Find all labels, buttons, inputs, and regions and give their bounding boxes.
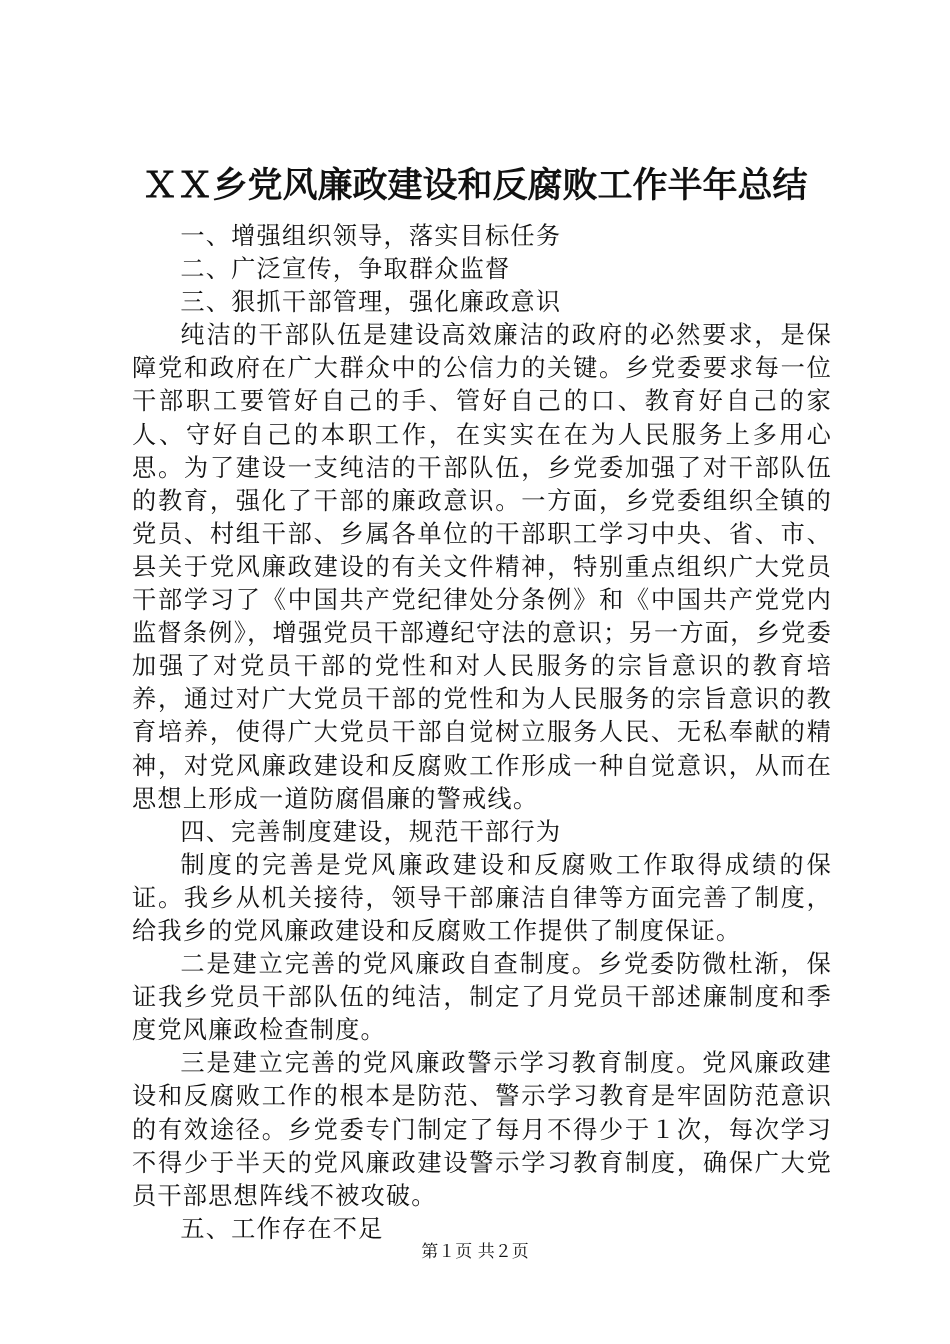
section-heading-2: 二、广泛宣传，争取群众监督 — [180, 255, 511, 284]
body-paragraph: 二是建立完善的党风廉政自查制度。乡党委防微杜渐，保证我乡党员干部队伍的纯洁，制定了月党员干部述廉制度和季度党风廉政检查制度。 — [132, 950, 832, 1045]
section-heading-5: 五、工作存在不足 — [180, 1214, 384, 1243]
section-heading-3: 三、狠抓干部管理，强化廉政意识 — [180, 288, 562, 317]
page-number: 第１页 共２页 — [421, 1242, 529, 1262]
body-paragraph: 制度的完善是党风廉政建设和反腐败工作取得成绩的保证。我乡从机关接待，领导干部廉洁自律等方面完善了制度，给我乡的党风廉政建设和反腐败工作提供了制度保证。 — [132, 850, 832, 945]
document-title: ＸＸ乡党风廉政建设和反腐败工作半年总结 — [142, 165, 808, 206]
body-paragraph: 三是建立完善的党风廉政警示学习教育制度。党风廉政建设和反腐败工作的根本是防范、警示学习教育是牢固防范意识的有效途径。乡党委专门制定了每月不得少于１次，每次学习不得少于半天的党风廉政建设警示学习教育制度，确保广大党员干部思想阵线不被攻破。 — [132, 1049, 832, 1210]
document-body — [132, 220, 832, 1246]
body-paragraph: 纯洁的干部队伍是建设高效廉洁的政府的必然要求，是保障党和政府在广大群众中的公信力的关键。乡党委要求每一位干部职工要管好自己的手、管好自己的口、教育好自己的家人、守好自己的本职工作，在实实在在为人民服务上多用心思。为了建设一支纯洁的干部队伍，乡党委加强了对干部队伍的教育，强化了干部的廉政意识。一方面，乡党委组织全镇的党员、村组干部、乡属各单位的干部职工学习中央、省、市、县关于党风廉政建设的有关文件精神，特别重点组织广大党员干部学习了《中国共产党纪律处分条例》和《中国共产党党内监督条例》，增强党员干部遵纪守法的意识；另一方面，乡党委加强了对党员干部的党性和对人民服务的宗旨意识的教育培养，通过对广大党员干部的党性和为人民服务的宗旨意识的教育培养，使得广大党员干部自觉树立服务人民、无私奉献的精神，对党风廉政建设和反腐败工作形成一种自觉意识，从而在思想上形成一道防腐倡廉的警戒线。 — [132, 321, 832, 813]
section-heading-4: 四、完善制度建设，规范干部行为 — [180, 817, 562, 846]
section-heading-1: 一、增强组织领导，落实目标任务 — [180, 222, 562, 250]
